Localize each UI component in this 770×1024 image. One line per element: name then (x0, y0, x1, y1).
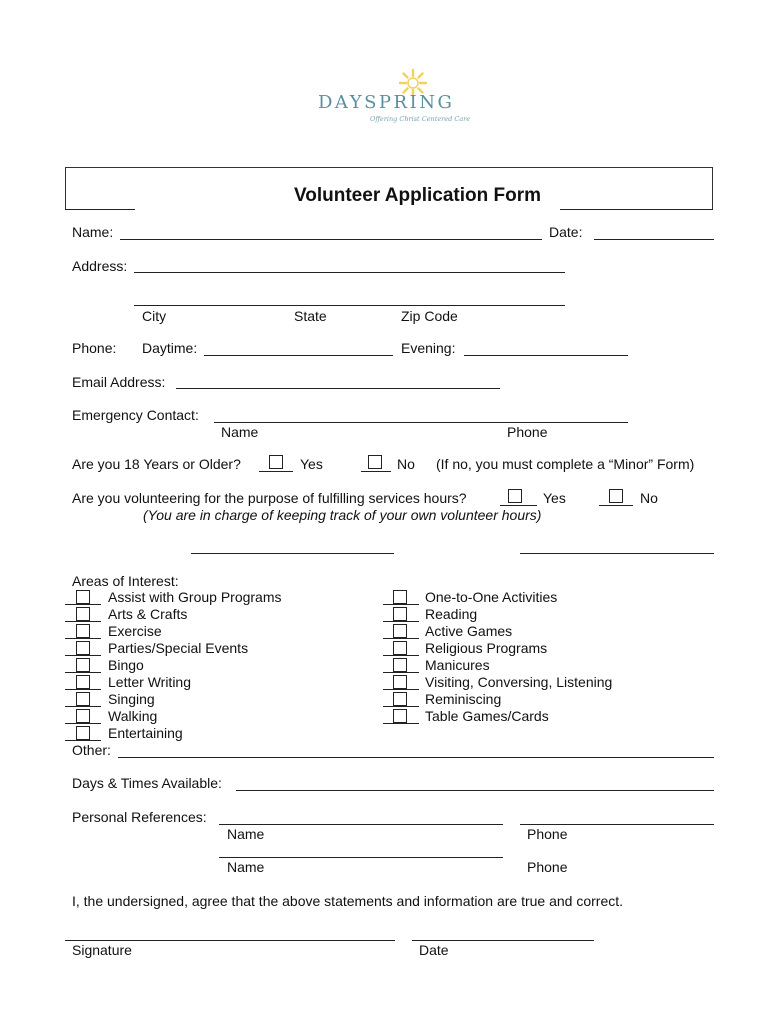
interest-left-line (65, 723, 101, 724)
interest-right-line (383, 672, 419, 673)
agreement-statement: I, the undersigned, agree that the above statements and information are true and correct. (72, 893, 624, 909)
logo-tagline: Offering Christ Centered Care (370, 115, 471, 123)
interest-right-label: One-to-One Activities (425, 589, 558, 605)
city-label: City (142, 308, 167, 324)
interest-left-line (65, 621, 101, 622)
interest-right-checkbox[interactable] (393, 624, 407, 638)
interest-left-checkbox[interactable] (76, 675, 90, 689)
reference-1-name-label: Name (227, 826, 265, 842)
reference-2-name-label: Name (227, 859, 265, 875)
hours-line-2[interactable] (520, 553, 714, 554)
service-yes-label: Yes (543, 490, 566, 506)
interest-left-checkbox[interactable] (76, 658, 90, 672)
service-no-label: No (640, 490, 658, 506)
reference-1-phone-input[interactable] (520, 824, 714, 825)
interest-left-checkbox[interactable] (76, 641, 90, 655)
daytime-label: Daytime: (142, 340, 198, 356)
interest-right-line (383, 706, 419, 707)
name-label: Name: (72, 224, 114, 240)
interest-left-line (65, 638, 101, 639)
interest-right-checkbox[interactable] (393, 658, 407, 672)
other-input[interactable] (118, 757, 714, 758)
interest-left-checkbox[interactable] (76, 607, 90, 621)
name-input[interactable] (120, 239, 542, 240)
service-yes-line (500, 505, 537, 506)
service-no-checkbox[interactable] (609, 489, 623, 503)
interest-right-checkbox[interactable] (393, 709, 407, 723)
interest-left-checkbox[interactable] (76, 709, 90, 723)
emergency-name-label: Name (221, 424, 259, 440)
emergency-contact-input[interactable] (214, 422, 628, 423)
interest-left-line (65, 689, 101, 690)
zip-label: Zip Code (401, 308, 458, 324)
interest-left-label: Parties/Special Events (108, 640, 249, 656)
interest-left-line (65, 740, 101, 741)
interest-right-line (383, 621, 419, 622)
date-label: Date: (549, 224, 583, 240)
references-label: Personal References: (72, 809, 207, 825)
address-line-2-input[interactable] (134, 305, 565, 306)
reference-2-phone-label: Phone (527, 859, 568, 875)
reference-1-name-input[interactable] (219, 824, 503, 825)
interest-left-label: Assist with Group Programs (108, 589, 282, 605)
daytime-phone-input[interactable] (204, 355, 393, 356)
interest-right-checkbox[interactable] (393, 641, 407, 655)
sign-date-label: Date (419, 942, 449, 958)
interest-right-label: Active Games (425, 623, 513, 639)
interest-right-line (383, 638, 419, 639)
interest-right-line (383, 655, 419, 656)
interest-right-checkbox[interactable] (393, 607, 407, 621)
interest-left-line (65, 655, 101, 656)
title-underline-right (560, 209, 713, 210)
interest-left-line (65, 604, 101, 605)
phone-label: Phone: (72, 340, 117, 356)
age-yes-label: Yes (300, 456, 323, 472)
service-hours-question: Are you volunteering for the purpose of fulfilling services hours? (72, 490, 467, 506)
signature-input[interactable] (65, 940, 395, 941)
interest-right-checkbox[interactable] (393, 590, 407, 604)
form-title: Volunteer Application Form (294, 185, 542, 206)
service-no-line (599, 505, 633, 506)
evening-phone-input[interactable] (464, 355, 628, 356)
interest-right-checkbox[interactable] (393, 692, 407, 706)
interest-left-checkbox[interactable] (76, 692, 90, 706)
interest-left-checkbox[interactable] (76, 590, 90, 604)
address-label: Address: (72, 258, 128, 274)
interest-left-label: Letter Writing (108, 674, 191, 690)
age-no-checkbox[interactable] (368, 455, 382, 469)
title-underline-left (65, 209, 135, 210)
interest-right-line (383, 604, 419, 605)
service-yes-checkbox[interactable] (508, 489, 522, 503)
email-label: Email Address: (72, 374, 166, 390)
emergency-phone-label: Phone (507, 424, 548, 440)
reference-2-name-input[interactable] (219, 857, 503, 858)
age-no-label: No (397, 456, 415, 472)
age-no-line (361, 471, 391, 472)
evening-label: Evening: (401, 340, 456, 356)
interest-left-line (65, 706, 101, 707)
age-yes-line (259, 471, 293, 472)
sign-date-input[interactable] (412, 940, 594, 941)
reference-1-phone-label: Phone (527, 826, 568, 842)
interest-left-label: Exercise (108, 623, 162, 639)
minor-form-note: (If no, you must complete a “Minor” Form) (436, 456, 695, 472)
availability-label: Days & Times Available: (72, 775, 222, 791)
availability-input[interactable] (236, 790, 714, 791)
signature-label: Signature (72, 942, 132, 958)
emergency-label: Emergency Contact: (72, 407, 199, 423)
interest-right-label: Reminiscing (425, 691, 502, 707)
interest-right-label: Visiting, Conversing, Listening (425, 674, 613, 690)
interest-left-label: Bingo (108, 657, 144, 673)
areas-of-interest-heading: Areas of Interest: (72, 573, 179, 589)
interest-right-label: Reading (425, 606, 478, 622)
interest-left-checkbox[interactable] (76, 624, 90, 638)
interest-right-label: Religious Programs (425, 640, 548, 656)
interest-right-checkbox[interactable] (393, 675, 407, 689)
interest-left-checkbox[interactable] (76, 726, 90, 740)
age-yes-checkbox[interactable] (269, 455, 283, 469)
logo-wordmark: DAYSPRING (318, 92, 455, 113)
state-label: State (294, 308, 327, 324)
email-input[interactable] (176, 388, 500, 389)
interest-left-label: Arts & Crafts (108, 606, 188, 622)
interest-right-label: Table Games/Cards (425, 708, 549, 724)
age-question: Are you 18 Years or Older? (72, 456, 241, 472)
interest-left-label: Walking (108, 708, 158, 724)
hours-line-1[interactable] (191, 553, 394, 554)
other-label: Other: (72, 742, 111, 758)
interest-left-line (65, 672, 101, 673)
volunteer-hours-note: (You are in charge of keeping track of your own volunteer hours) (143, 507, 542, 523)
date-input[interactable] (594, 239, 714, 240)
interest-right-line (383, 723, 419, 724)
interest-left-label: Entertaining (108, 725, 183, 741)
interest-left-label: Singing (108, 691, 155, 707)
interest-right-line (383, 689, 419, 690)
address-line-1-input[interactable] (134, 272, 565, 273)
interest-right-label: Manicures (425, 657, 490, 673)
